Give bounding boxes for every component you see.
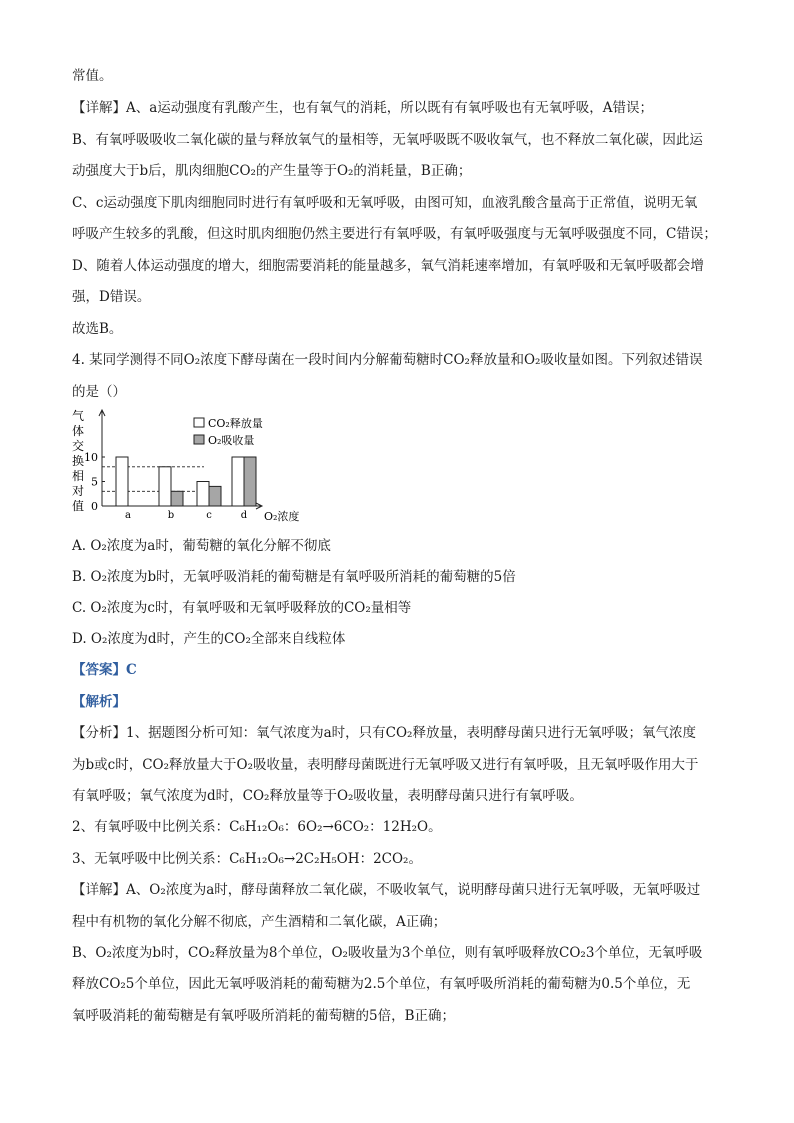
y-axis-label-char: 交 [71,439,85,453]
bar-c-series-1 [209,486,221,506]
analysis-label: 【解析】 [72,694,126,710]
question-stem-line-1: 4. 某同学测得不同O₂浓度下酵母菌在一段时间内分解葡萄糖时CO₂释放量和O₂吸收量如图。下列叙述错误 [72,352,703,368]
answer-label: 【答案】C [72,662,137,678]
bar-b-series-1 [171,491,183,506]
text-line-5: 呼吸产生较多的乳酸，但这时肌肉细胞仍然主要进行有氧呼吸，有氧呼吸强度与无氧呼吸强度不同，C错误； [72,226,717,242]
y-tick-label: 0 [91,500,98,513]
text-line-4: C、c运动强度下肌肉细胞同时进行有氧呼吸和无氧呼吸，由图可知，血液乳酸含量高于正常值，说明无氧 [72,195,698,211]
analysis-line-3: 2、有氧呼吸中比例关系：C₆H₁₂O₆：6O₂→6CO₂：12H₂O。 [72,819,442,835]
y-axis-label-char: 体 [71,424,85,438]
bar-c-series-0 [197,482,209,507]
text-line-1: 【详解】A、a运动强度有乳酸产生，也有氧气的消耗，所以既有有氧呼吸也有无氧呼吸，A错误； [72,100,654,116]
analysis-line-2: 有氧呼吸；氧气浓度为d时，CO₂释放量等于O₂吸收量，表明酵母菌只进行有氧呼吸。 [72,788,583,804]
y-tick-label: 5 [91,475,98,489]
question-stem-line-2: 的是（） [72,384,126,400]
text-line-7: 强，D错误。 [72,289,151,305]
option-d: D. O₂浓度为d时，产生的CO₂全部来自线粒体 [72,631,346,647]
bar-a-series-0 [116,457,128,506]
option-b: B. O₂浓度为b时，无氧呼吸消耗的葡萄糖是有氧呼吸所消耗的葡萄糖的5倍 [72,569,516,585]
analysis-line-0: 【分析】1、据题图分析可知：氧气浓度为a时，只有CO₂释放量，表明酵母菌只进行无氧呼吸；氧气浓度 [72,725,696,741]
legend-swatch-1 [194,435,204,444]
bar-chart [66,404,316,532]
bar-d-series-0 [232,457,244,506]
x-tick-label-d: d [240,510,248,521]
y-axis-label-char: 气 [71,409,85,423]
y-axis-label [72,408,84,513]
option-a: A. O₂浓度为a时，葡萄糖的氧化分解不彻底 [72,538,331,554]
analysis-line-4: 3、无氧呼吸中比例关系：C₆H₁₂O₆→2C₂H₅OH：2CO₂。 [72,851,422,867]
x-tick-label-c: c [206,510,212,521]
x-tick-label-a: a [125,510,131,521]
analysis-line-1: 为b或c时，CO₂释放量大于O₂吸收量，表明酵母菌既进行无氧呼吸又进行有氧呼吸，且无氧呼吸作用大于 [72,757,699,773]
analysis-line-7: B、O₂浓度为b时，CO₂释放量为8个单位，O₂吸收量为3个单位，则有氧呼吸释放CO₂3个单位，无氧呼吸 [72,945,703,961]
x-tick-label-b: b [167,510,175,521]
x-axis-label: O₂浓度 [264,510,300,523]
y-axis-label-char: 相 [71,469,85,483]
legend-swatch-0 [194,418,204,427]
text-line-3: 动强度大于b后，肌肉细胞CO₂的产生量等于O₂的消耗量，B正确； [72,163,472,179]
legend-label-0: CO₂释放量 [208,417,263,430]
y-tick-label: 10 [84,451,98,464]
text-line-0: 常值。 [72,68,113,84]
y-axis-label-char: 值 [71,499,85,513]
analysis-line-5: 【详解】A、O₂浓度为a时，酵母菌释放二氧化碳，不吸收氧气，说明酵母菌只进行无氧呼吸，无氧呼吸过 [72,882,701,898]
legend-label-1: O₂吸收量 [208,434,255,447]
text-line-6: D、随着人体运动强度的增大，细胞需要消耗的能量越多，氧气消耗速率增加，有氧呼吸和无氧呼吸都会增 [72,258,704,274]
text-line-8: 故选B。 [72,321,123,337]
analysis-line-9: 氧呼吸消耗的葡萄糖是有氧呼吸所消耗的葡萄糖的5倍，B正确； [72,1008,456,1024]
text-line-2: B、有氧呼吸吸收二氧化碳的量与释放氧气的量相等，无氧呼吸既不吸收氧气，也不释放二氧化碳，因此运 [72,132,703,148]
y-axis-label-char: 换 [71,454,85,468]
analysis-line-8: 释放CO₂5个单位，因此无氧呼吸消耗的葡萄糖为2.5个单位，有氧呼吸所消耗的葡萄糖为0.5个单位，无 [72,976,691,992]
y-axis-label-char: 对 [71,484,85,498]
bar-b-series-0 [159,467,171,506]
bar-d-series-1 [244,457,256,506]
option-c: C. O₂浓度为c时，有氧呼吸和无氧呼吸释放的CO₂量相等 [72,600,412,616]
analysis-line-6: 程中有机物的氧化分解不彻底，产生酒精和二氧化碳，A正确； [72,914,447,930]
